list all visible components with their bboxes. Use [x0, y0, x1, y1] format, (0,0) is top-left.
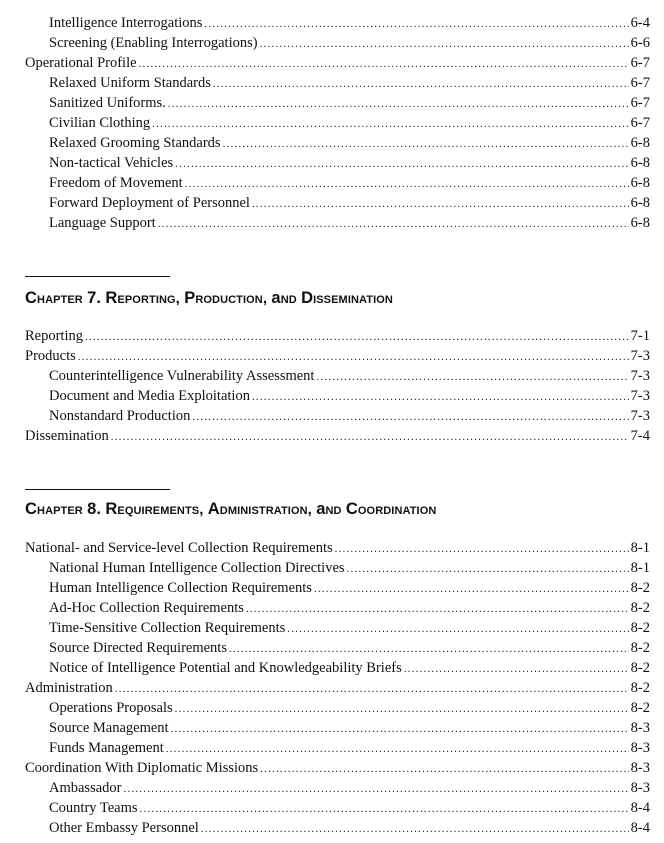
dot-leader [229, 639, 629, 659]
toc-entry-title: National Human Intelligence Collection Directives [49, 560, 345, 576]
toc-entry[interactable] [25, 93, 650, 113]
dot-leader [404, 659, 629, 679]
toc-section-chapter-7 [25, 326, 650, 446]
toc-entry-title: Dissemination [25, 428, 109, 444]
toc-entry-title: Intelligence Interrogations [49, 15, 203, 31]
toc-entry-page: 8-2 [630, 700, 650, 716]
toc-entry-page: 6-8 [630, 195, 650, 211]
toc-entry[interactable] [25, 133, 650, 153]
dot-leader [175, 154, 629, 174]
toc-entry[interactable] [25, 818, 650, 838]
toc-entry[interactable] [25, 33, 650, 53]
toc-entry-title: Ambassador [49, 780, 122, 796]
toc-entry[interactable] [25, 153, 650, 173]
toc-entry[interactable] [25, 678, 650, 698]
toc-entry-page: 7-1 [630, 328, 650, 344]
toc-entry-page: 8-1 [630, 540, 650, 556]
dot-leader [78, 347, 629, 367]
toc-entry[interactable] [25, 698, 650, 718]
dot-leader [213, 74, 629, 94]
toc-entry-title: National- and Service-level Collection Requirements [25, 540, 333, 556]
dot-leader [111, 427, 629, 447]
toc-entry-title: Counterintelligence Vulnerability Assessment [49, 368, 315, 384]
toc-entry-page: 8-2 [630, 620, 650, 636]
toc-entry-page: 8-1 [630, 560, 650, 576]
toc-entry-page: 8-4 [630, 820, 650, 836]
dot-leader [260, 34, 629, 54]
toc-entry-page: 6-7 [630, 115, 650, 131]
dot-leader [158, 214, 629, 234]
toc-entry-title: Notice of Intelligence Potential and Knowledgeability Briefs [49, 660, 402, 676]
toc-entry-page: 6-4 [630, 15, 650, 31]
toc-entry-title: Non-tactical Vehicles [49, 155, 174, 171]
dot-leader [152, 114, 629, 134]
dot-leader [185, 174, 629, 194]
toc-entry-title: Relaxed Uniform Standards [49, 75, 211, 91]
toc-entry-page: 7-3 [630, 348, 650, 364]
dot-leader [246, 599, 629, 619]
dot-leader [85, 327, 629, 347]
toc-entry[interactable] [25, 73, 650, 93]
chapter-8-heading: Chapter 8. Requirements, Administration, and Coordination [25, 500, 437, 518]
toc-entry-title: Language Support [49, 215, 156, 231]
toc-entry[interactable] [25, 193, 650, 213]
dot-leader [316, 367, 628, 387]
toc-entry-page: 7-3 [630, 388, 650, 404]
toc-entry[interactable] [25, 173, 650, 193]
toc-entry[interactable] [25, 346, 650, 366]
toc-entry[interactable] [25, 598, 650, 618]
toc-entry[interactable] [25, 213, 650, 233]
toc-entry[interactable] [25, 538, 650, 558]
toc-entry[interactable] [25, 718, 650, 738]
toc-entry-page: 8-4 [630, 800, 650, 816]
toc-entry-page: 6-8 [630, 155, 650, 171]
chapter-7-heading: Chapter 7. Reporting, Production, and Dissemination [25, 289, 393, 307]
chapter-7-rule [25, 276, 170, 277]
toc-entry[interactable] [25, 386, 650, 406]
toc-entry-title: Funds Management [49, 740, 164, 756]
toc-entry-page: 8-2 [630, 580, 650, 596]
toc-entry[interactable] [25, 426, 650, 446]
toc-entry-title: Country Teams [49, 800, 138, 816]
toc-entry-page: 8-2 [630, 680, 650, 696]
toc-entry-title: Sanitized Uniforms. [49, 95, 166, 111]
toc-entry-page: 8-3 [630, 780, 650, 796]
toc-entry-page: 6-7 [630, 95, 650, 111]
toc-entry-page: 7-3 [630, 408, 650, 424]
toc-entry[interactable] [25, 778, 650, 798]
toc-entry-title: Source Management [49, 720, 169, 736]
toc-entry-page: 6-8 [630, 135, 650, 151]
toc-entry-title: Other Embassy Personnel [49, 820, 199, 836]
toc-entry-title: Operational Profile [25, 55, 137, 71]
dot-leader [204, 14, 628, 34]
dot-leader [223, 134, 629, 154]
toc-entry-page: 8-3 [630, 720, 650, 736]
toc-entry-page: 7-4 [630, 428, 650, 444]
chapter-8-rule [25, 489, 170, 490]
toc-entry-page: 8-2 [630, 660, 650, 676]
toc-entry[interactable] [25, 113, 650, 133]
dot-leader [201, 819, 629, 839]
toc-entry-title: Administration [25, 680, 113, 696]
dot-leader [252, 387, 629, 407]
dot-leader [168, 94, 629, 114]
dot-leader [347, 559, 629, 579]
toc-entry-title: Freedom of Movement [49, 175, 183, 191]
toc-entry-title: Civilian Clothing [49, 115, 151, 131]
toc-entry[interactable] [25, 738, 650, 758]
dot-leader [192, 407, 628, 427]
toc-entry-title: Source Directed Requirements [49, 640, 227, 656]
dot-leader [139, 54, 629, 74]
toc-entry-title: Screening (Enabling Interrogations) [49, 35, 258, 51]
toc-entry-page: 8-2 [630, 640, 650, 656]
toc-entry[interactable] [25, 326, 650, 346]
toc-entry[interactable] [25, 658, 650, 678]
dot-leader [335, 539, 629, 559]
toc-entry[interactable] [25, 558, 650, 578]
toc-entry[interactable] [25, 638, 650, 658]
dot-leader [140, 799, 629, 819]
toc-entry-title: Forward Deployment of Personnel [49, 195, 250, 211]
dot-leader [171, 719, 629, 739]
toc-entry-page: 6-6 [630, 35, 650, 51]
toc-entry-page: 6-7 [630, 55, 650, 71]
toc-entry-title: Nonstandard Production [49, 408, 191, 424]
toc-entry-page: 8-3 [630, 760, 650, 776]
toc-entry-title: Operations Proposals [49, 700, 173, 716]
toc-entry[interactable] [25, 53, 650, 73]
toc-entry[interactable] [25, 618, 650, 638]
toc-entry[interactable] [25, 798, 650, 818]
toc-entry-page: 8-2 [630, 600, 650, 616]
toc-entry-page: 6-7 [630, 75, 650, 91]
toc-entry-title: Human Intelligence Collection Requirements [49, 580, 312, 596]
toc-entry-title: Products [25, 348, 76, 364]
toc-entry[interactable] [25, 13, 650, 33]
toc-entry-page: 8-3 [630, 740, 650, 756]
toc-entry-title: Document and Media Exploitation [49, 388, 250, 404]
toc-entry[interactable] [25, 406, 650, 426]
dot-leader [166, 739, 629, 759]
dot-leader [252, 194, 629, 214]
dot-leader [175, 699, 629, 719]
dot-leader [314, 579, 629, 599]
toc-entry-title: Coordination With Diplomatic Missions [25, 760, 259, 776]
toc-entry-title: Time-Sensitive Collection Requirements [49, 620, 286, 636]
dot-leader [287, 619, 628, 639]
toc-entry-page: 6-8 [630, 215, 650, 231]
dot-leader [260, 759, 628, 779]
toc-entry-title: Ad-Hoc Collection Requirements [49, 600, 244, 616]
dot-leader [115, 679, 629, 699]
toc-entry-title: Relaxed Grooming Standards [49, 135, 221, 151]
toc-entry[interactable] [25, 366, 650, 386]
toc-section-chapter-6-continued [25, 13, 650, 233]
dot-leader [124, 779, 629, 799]
toc-entry-page: 7-3 [630, 368, 650, 384]
toc-entry-page: 6-8 [630, 175, 650, 191]
toc-section-chapter-8 [25, 538, 650, 838]
toc-entry[interactable] [25, 578, 650, 598]
toc-entry-title: Reporting [25, 328, 83, 344]
toc-entry[interactable] [25, 758, 650, 778]
